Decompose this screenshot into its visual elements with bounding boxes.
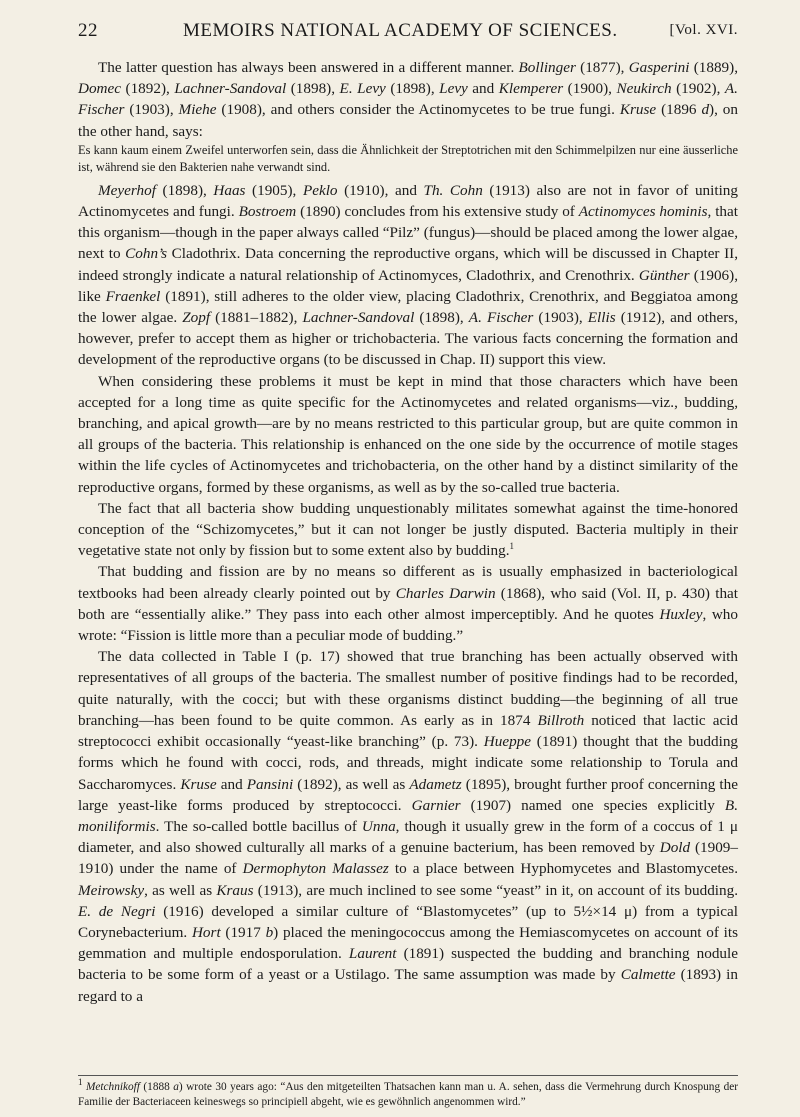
page-number: 22: [78, 20, 98, 41]
paragraph: That budding and fission are by no means so different as is usually emphasized in bacteriological textbooks had been already clearly pointed out by Charles Darwin (1868), who said (Vol. II, p. 430) that both are “essentially alike.” They pass into each other almost imperceptibly. And he quotes Huxley, who wrote: “Fission is little more than a peculiar mode of budding.”: [78, 563, 739, 645]
german-quote: Es kann kaum einem Zweifel unterworfen sein, dass die Ähnlichkeit der Streptotrichen mit den Schimmelpilzen nur eine äusserliche ist, während sie den Bakterien nahe verwandt sind.: [78, 142, 738, 174]
volume-label: [Vol. XVI.: [669, 22, 738, 38]
paragraph: The fact that all bacteria show budding unquestionably militates somewhat against the time-honored conception of the “Schizomycetes,” but it can not longer be justly disputed. Bacteria multiply in their vegetative state not only by fission but to some extent also by budding.$^1$: [78, 499, 738, 560]
paragraph: The latter question has always been answered in a different manner. Bollinger (1877), Gasperini (1889), Domec (1892), Lachner-Sandoval (1898), E. Levy (1898), Levy and Klemperer (1900), Neukirch (1902), A. Fischer (1903), Miehe (1908), and others consider the Actinomycetes to be true fungi. Kruse (1896 d), on the other hand, says:: [78, 59, 738, 140]
paragraph: Meyerhof (1898), Haas (1905), Peklo (1910), and Th. Cohn (1913) also are not in favor of uniting Actinomycetes and fungi. Bostroem (1890) concludes from his extensive study of Actinomyces hominis, that this organism—though in the paper always called “Pilz” (fungus)—should be placed among the lower algae, next to Cohn’s Cladothrix. Data concerning the reproductive organs, which will be discussed in Chapter II, indeed strongly indicate a natural relationship of Actinomyces, Cladothrix, and Crenothrix. Günther (1906), like Fraenkel (1891), still adheres to the older view, placing Cladothrix, Crenothrix, and Beggiatoa among the lower algae. Zopf (1881–1882), Lachner-Sandoval (1898), A. Fischer (1903), Ellis (1912), and others, however, prefer to accept them as higher or trichobacteria. The various facts concerning the formation and development of the reproductive organs (to be discussed in Chap. II) support this view.: [78, 181, 738, 369]
footnote-divider: [78, 1075, 738, 1076]
paragraph: When considering these problems it must be kept in mind that those characters which have been accepted for a long time as quite specific for the Actinomycetes and related organisms—viz., budding, branching, and apical growth—are by no means restricted to this particular group, but are quite common in all groups of the bacteria. This relationship is enhanced on the one side by the occurrence of motile stages within the life cycles of Actinomycetes and trichobacteria, on the other hand by a distinct similarity of the reproductive organs, formed by these organisms, as well as by the so-called true bacteria.: [78, 372, 738, 496]
footnote: $^1$ Metchnikoff (1888 a) wrote 30 years ago: “Aus den mitgeteilten Thatsachen kann man u. A. sehen, dass die Vermehrung durch Knospung der Familie der Bacteriaceen keineswegs so principiell abgeht, wie es gewöhnlich angenommen wird.”: [78, 1077, 738, 1108]
body-text: [78, 57, 738, 1007]
running-title: MEMOIRS NATIONAL ACADEMY OF SCIENCES.: [183, 20, 618, 41]
page-header: [78, 20, 738, 50]
paragraph: The data collected in Table I (p. 17) showed that true branching has been actually observed with representatives of all groups of the bacteria. The smallest number of positive findings had to be recorded, quite naturally, with the cocci; but with these organisms distinct budding—the beginning of all true branching—has been found to be quite common. As early as in 1874 Billroth noticed that lactic acid streptococci exhibit occasionally “yeast-like branching” (p. 73). Hueppe (1891) thought that the budding forms which he found with cocci, rods, and threads, might indicate some relationship to Torula and Saccharomyces. Kruse and Pansini (1892), as well as Adametz (1895), brought further proof concerning the large yeast-like forms produced by streptococci. Garnier (1907) named one species explicitly B. moniliformis. The so-called bottle bacillus of Unna, though it usually grew in the form of a coccus of 1 μ diameter, and also showed culturally all marks of a genuine bacterium, has been removed by Dold (1909–1910) under the name of Dermophyton Malassez to a place between Hyphomycetes and Blastomycetes. Meirowsky, as well as Kraus (1913), are much inclined to see some “yeast” in it, on account of its budding. E. de Negri (1916) developed a similar culture of “Blastomycetes” (up to 5½×14 μ) from a typical Corynebacterium. Hort (1917 b) placed the meningococcus among the Hemiascomycetes on account of its gemmation and multiple endosporulation. Laurent (1891) suspected the budding and branching nodule bacteria to be some form of a yeast or a Ustilago. The same assumption was made by Calmette (1893) in regard to a: [78, 648, 739, 1005]
